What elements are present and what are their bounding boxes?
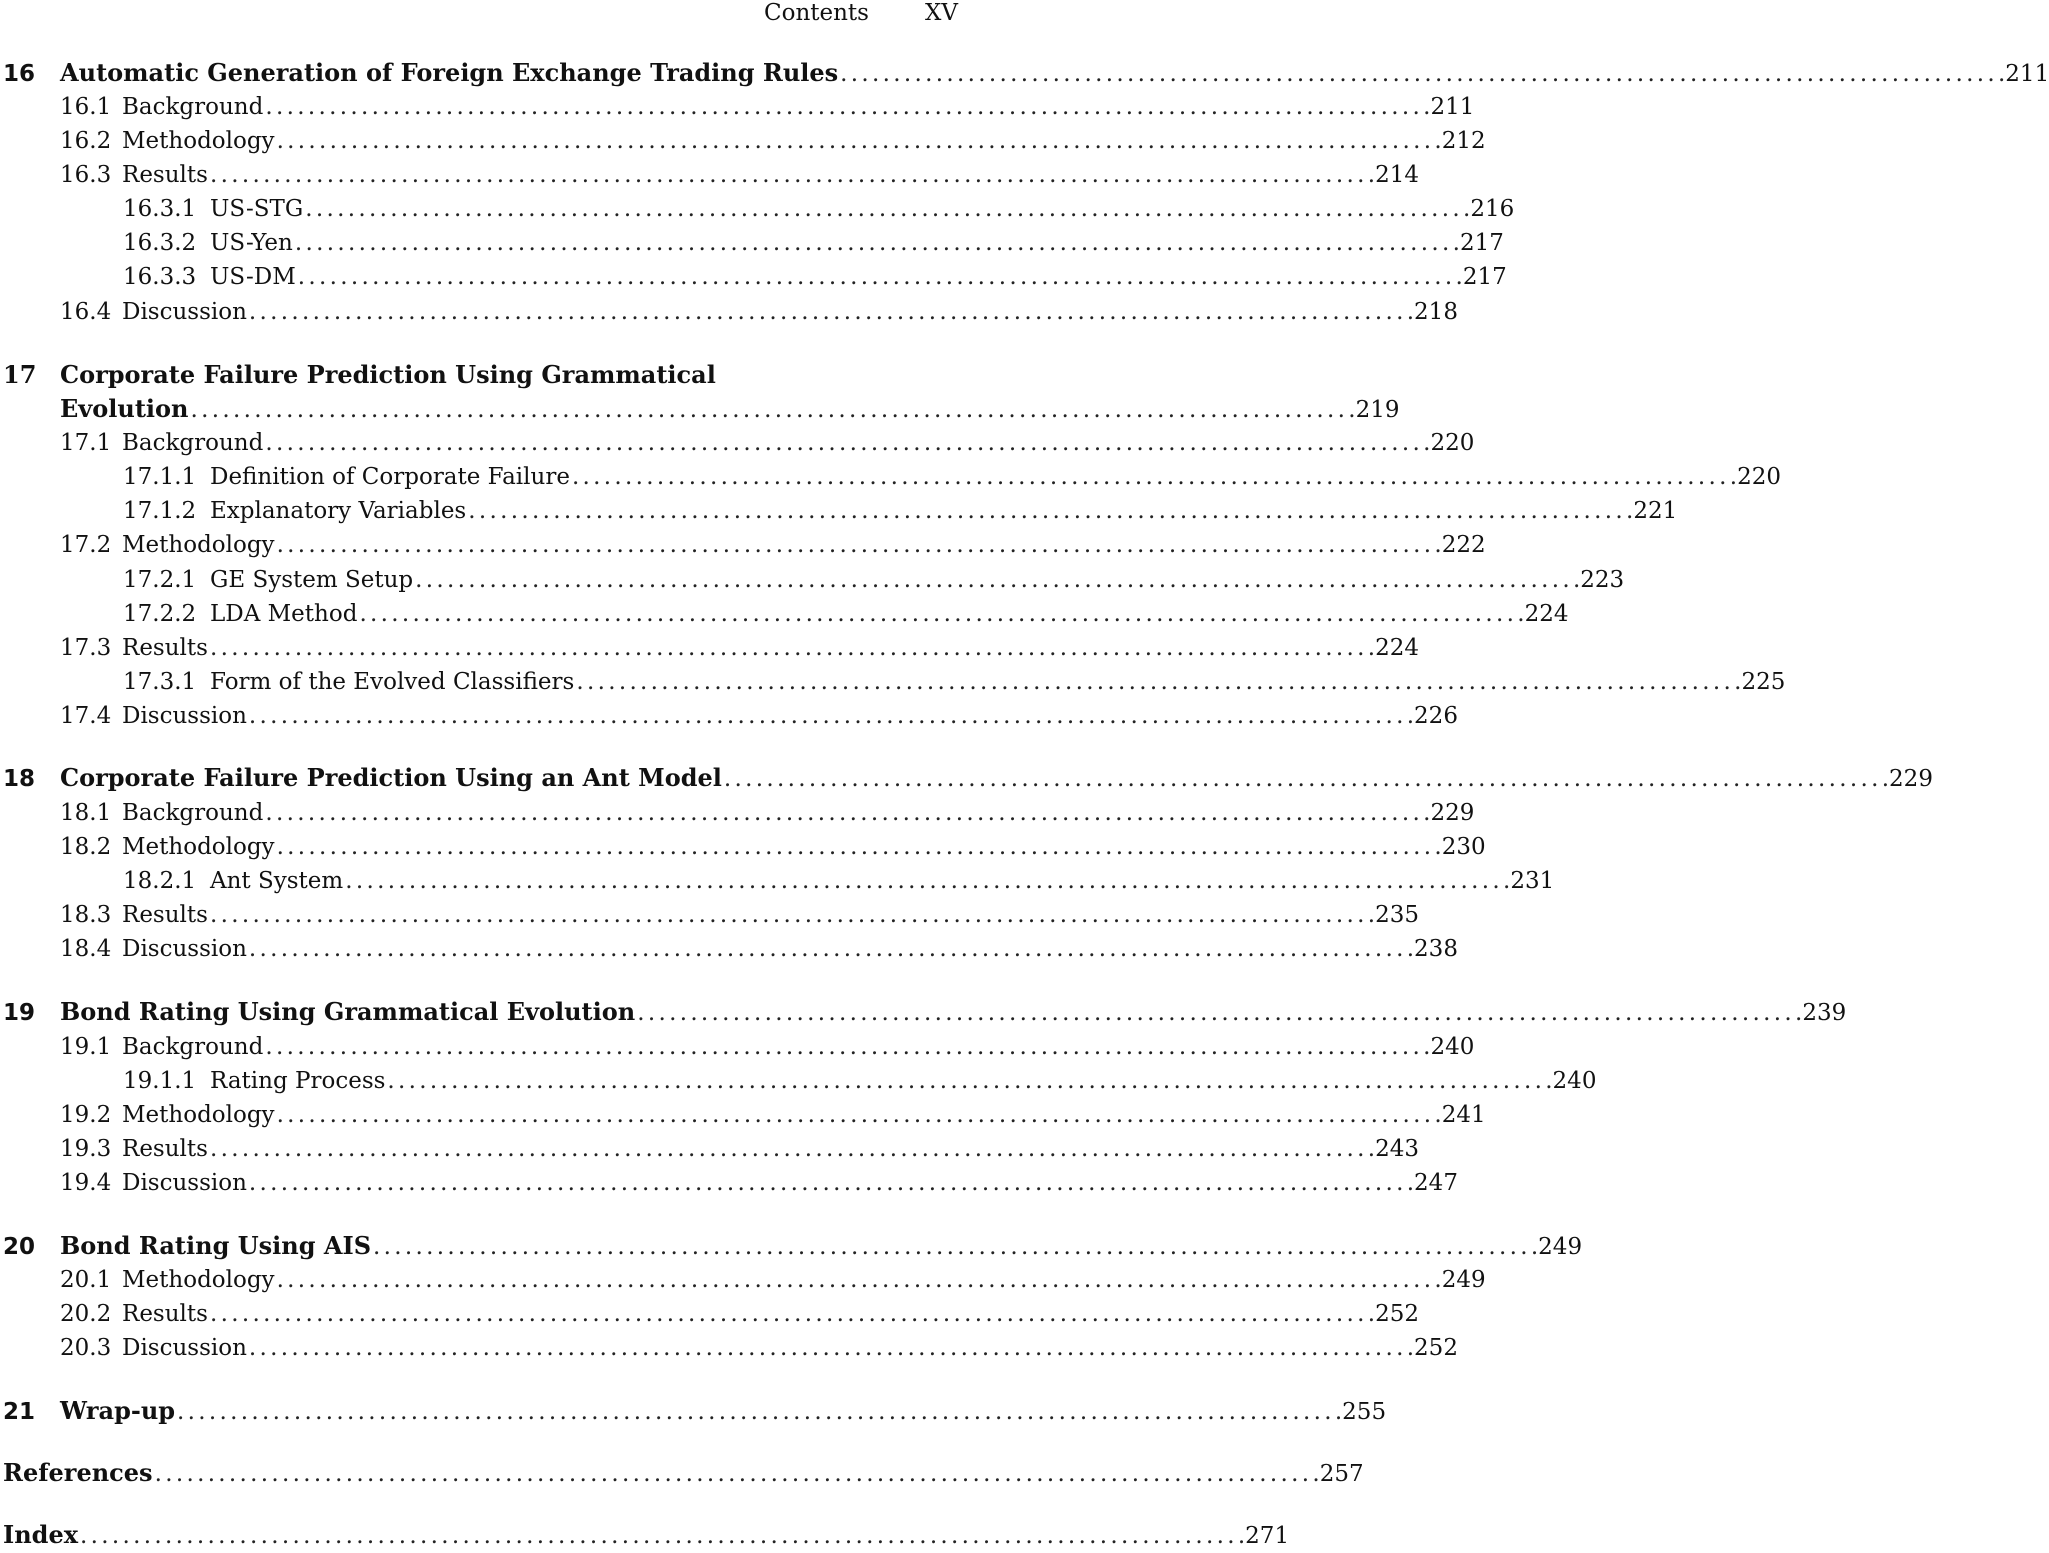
toc-entry-title: Background: [122, 94, 264, 120]
running-title: Contents: [764, 0, 869, 26]
toc-page-number: 226: [1414, 703, 1458, 729]
toc-section-entry[interactable]: [60, 1297, 1419, 1331]
dot-leader: [277, 1098, 1440, 1132]
dot-leader: [576, 665, 1739, 699]
toc-section-entry[interactable]: [60, 830, 1486, 864]
toc-page-number: 240: [1552, 1068, 1597, 1094]
dot-leader: [190, 393, 1353, 427]
toc-section-entry[interactable]: [60, 932, 1458, 966]
dot-leader: [295, 226, 1458, 260]
toc-subsection-entry[interactable]: [123, 494, 1678, 528]
dot-leader: [249, 1166, 1412, 1200]
toc-page-number: 231: [1510, 868, 1555, 894]
toc-entry-number: 17.1.1: [123, 464, 197, 490]
toc-entry-title: Results: [122, 1136, 208, 1162]
toc-section-entry[interactable]: [60, 1166, 1458, 1200]
toc-entry-title: Discussion: [122, 936, 247, 962]
dot-leader: [468, 494, 1631, 528]
toc-page-number: 224: [1524, 601, 1569, 627]
toc-page-number: 229: [1889, 766, 1933, 792]
toc-page-number: 224: [1375, 635, 1419, 661]
dot-leader: [277, 1263, 1440, 1297]
toc-chapter-entry[interactable]: [3, 56, 2049, 90]
toc-entry-number: 20.3: [60, 1335, 112, 1361]
dot-leader: [177, 1395, 1340, 1429]
toc-page-number: 230: [1441, 834, 1486, 860]
toc-entry-title: Rating Process: [210, 1068, 386, 1094]
toc-entry-title: Form of the Evolved Classifiers: [210, 669, 575, 695]
toc-page-number: 211: [2005, 61, 2049, 87]
toc-section-entry[interactable]: [60, 796, 1475, 830]
toc-entry-title: Discussion: [122, 703, 247, 729]
dot-leader: [155, 1457, 1318, 1491]
toc-page-number: 212: [1441, 128, 1486, 154]
toc-entry-number: 20.2: [60, 1301, 112, 1327]
toc-chapter-entry[interactable]: [3, 1229, 1583, 1263]
toc-section-entry[interactable]: [60, 158, 1419, 192]
dot-leader: [210, 158, 1373, 192]
dot-leader: [80, 1519, 1243, 1553]
toc-page-number: 222: [1441, 532, 1486, 558]
toc-entry-number: 17.1: [60, 430, 112, 456]
toc-entry-number: 17: [3, 360, 37, 389]
toc-page-number: 239: [1802, 1000, 1847, 1026]
toc-page-number: 214: [1375, 162, 1419, 188]
toc-entry-number: 18.1: [60, 800, 112, 826]
toc-entry-number: 17.3.1: [123, 669, 197, 695]
toc-section-entry[interactable]: [60, 699, 1458, 733]
toc-entry-title: Corporate Failure Prediction Using an Ant Model: [60, 763, 722, 792]
toc-page-number: 241: [1441, 1102, 1486, 1128]
toc-chapter-entry[interactable]: [3, 1518, 1290, 1552]
dot-leader: [249, 1331, 1412, 1365]
toc-entry-number: 16.3: [60, 162, 112, 188]
toc-entry-title-continued: Evolution: [60, 394, 189, 423]
toc-page-number: 211: [1430, 94, 1475, 120]
toc-entry-number: 17.4: [60, 703, 112, 729]
dot-leader: [345, 864, 1508, 898]
toc-entry-title: Ant System: [210, 868, 344, 894]
toc-page-number: 247: [1414, 1170, 1458, 1196]
toc-entry-number: 20.1: [60, 1267, 112, 1293]
toc-page-number: 218: [1414, 299, 1458, 325]
toc-section-entry[interactable]: [60, 1030, 1475, 1064]
toc-entry-number: 17.1.2: [123, 498, 197, 524]
toc-page-number: 223: [1580, 567, 1625, 593]
toc-entry-number: 18.2.1: [123, 868, 197, 894]
toc-entry-title: Methodology: [122, 1267, 275, 1293]
toc-page-number: 235: [1375, 902, 1419, 928]
toc-page-number: 217: [1462, 264, 1507, 290]
toc-entry-title: Corporate Failure Prediction Using Grammatical: [60, 360, 716, 389]
toc-entry-title: References: [3, 1458, 153, 1487]
dot-leader: [637, 996, 1800, 1030]
dot-leader: [277, 528, 1440, 562]
toc-page-number: 249: [1538, 1234, 1583, 1260]
toc-subsection-entry[interactable]: [123, 563, 1625, 597]
toc-page-number: 243: [1375, 1136, 1419, 1162]
toc-page-number: 240: [1430, 1034, 1475, 1060]
dot-leader: [210, 898, 1373, 932]
toc-entry-number: 17.3: [60, 635, 112, 661]
dot-leader: [277, 830, 1440, 864]
toc-entry-number: 19.2: [60, 1102, 112, 1128]
dot-leader: [305, 192, 1468, 226]
toc-page-number: 271: [1245, 1523, 1290, 1549]
toc-subsection-entry[interactable]: [123, 597, 1569, 631]
dot-leader: [249, 932, 1412, 966]
toc-entry-title: Discussion: [122, 1170, 247, 1196]
toc-entry-number: 18: [3, 766, 36, 792]
toc-entry-number: 19.1: [60, 1034, 112, 1060]
toc-subsection-entry[interactable]: [123, 192, 1515, 226]
toc-section-entry[interactable]: [60, 90, 1475, 124]
toc-page-number: 217: [1459, 230, 1504, 256]
toc-entry-title: US-STG: [210, 196, 304, 222]
toc-page-number: 221: [1633, 498, 1678, 524]
page-number: XV: [925, 0, 958, 26]
toc-page-number: 229: [1430, 800, 1475, 826]
toc-entry-number: 16.2: [60, 128, 112, 154]
toc-section-entry[interactable]: [60, 124, 1486, 158]
dot-leader: [415, 563, 1578, 597]
toc-entry-number: 19.3: [60, 1136, 112, 1162]
toc-entry-title: Background: [122, 430, 264, 456]
dot-leader: [210, 631, 1373, 665]
toc-section-entry[interactable]: [60, 1263, 1486, 1297]
toc-entry-number: 18.3: [60, 902, 112, 928]
dot-leader: [572, 460, 1735, 494]
toc-page-number: 219: [1355, 397, 1400, 423]
toc-subsection-entry[interactable]: [123, 460, 1781, 494]
toc-entry-number: 19.1.1: [123, 1068, 197, 1094]
dot-leader: [265, 90, 1428, 124]
toc-entry-title: Wrap-up: [60, 1396, 176, 1425]
toc-page-number: 252: [1414, 1335, 1458, 1361]
dot-leader: [298, 260, 1461, 294]
toc-entry-title: LDA Method: [210, 601, 358, 627]
toc-section-entry[interactable]: [60, 898, 1419, 932]
toc-subsection-entry[interactable]: [123, 260, 1507, 294]
toc-entry-title: Bond Rating Using AIS: [60, 1231, 372, 1260]
toc-entry-number: 16: [3, 61, 36, 87]
dot-leader: [210, 1297, 1373, 1331]
toc-section-entry[interactable]: [60, 295, 1458, 329]
toc-entry-title: Methodology: [122, 532, 275, 558]
dot-leader: [210, 1132, 1373, 1166]
toc-entry-title: Results: [122, 162, 208, 188]
toc-entry-title: US-DM: [210, 264, 296, 290]
dot-leader: [724, 762, 1887, 796]
toc-entry-title: US-Yen: [210, 230, 293, 256]
toc-entry-number: 19: [3, 1000, 36, 1026]
toc-page-number: 225: [1741, 669, 1786, 695]
toc-chapter-entry[interactable]: [3, 995, 1847, 1029]
toc-page-number: 238: [1414, 936, 1458, 962]
toc-entry-number: 18.4: [60, 936, 112, 962]
toc-section-entry[interactable]: [60, 631, 1419, 665]
running-header: [0, 0, 960, 30]
toc-subsection-entry[interactable]: [123, 226, 1504, 260]
dot-leader: [840, 57, 2003, 91]
toc-entry-number: 16.3.2: [123, 230, 197, 256]
toc-entry-number: 17.2: [60, 532, 112, 558]
dot-leader: [387, 1064, 1550, 1098]
toc-entry-number: 20: [3, 1234, 36, 1260]
dot-leader: [265, 426, 1428, 460]
toc-page-number: 220: [1737, 464, 1781, 490]
toc-subsection-entry[interactable]: [123, 665, 1786, 699]
dot-leader: [277, 124, 1440, 158]
toc-page-number: 257: [1319, 1461, 1364, 1487]
dot-leader: [359, 597, 1522, 631]
toc-subsection-entry[interactable]: [123, 1064, 1597, 1098]
toc-entry-title: Methodology: [122, 128, 275, 154]
dot-leader: [373, 1230, 1536, 1264]
toc-entry-number: 21: [3, 1399, 36, 1425]
toc-section-entry[interactable]: [60, 1098, 1486, 1132]
toc-entry-number: 17.2.1: [123, 567, 197, 593]
toc-chapter-entry[interactable]: [3, 761, 1933, 795]
toc-entry-link[interactable]: [60, 392, 1400, 426]
toc-entry-number: 18.2: [60, 834, 112, 860]
toc-entry-title: Discussion: [122, 299, 247, 325]
toc-entry-title: Definition of Corporate Failure: [210, 464, 570, 490]
toc-page-number: 249: [1441, 1267, 1486, 1293]
toc-entry-title: Explanatory Variables: [210, 498, 467, 524]
toc-entry-number: 16.3.3: [123, 264, 197, 290]
dot-leader: [249, 699, 1412, 733]
toc-entry-title: Methodology: [122, 1102, 275, 1128]
toc-section-entry[interactable]: [60, 1132, 1419, 1166]
dot-leader: [265, 1030, 1428, 1064]
toc-entry-title: GE System Setup: [210, 567, 414, 593]
toc-entry-title: Methodology: [122, 834, 275, 860]
toc-section-entry[interactable]: [60, 426, 1475, 460]
toc-page-number: 252: [1375, 1301, 1419, 1327]
toc-chapter-entry[interactable]: [3, 1456, 1364, 1490]
toc-page-number: 255: [1342, 1399, 1387, 1425]
dot-leader: [265, 796, 1428, 830]
toc-entry-title: Background: [122, 1034, 264, 1060]
toc-entry-number: 16.4: [60, 299, 112, 325]
toc-entry-title: Background: [122, 800, 264, 826]
dot-leader: [249, 295, 1412, 329]
toc-subsection-entry[interactable]: [123, 864, 1555, 898]
toc-page-number: 216: [1470, 196, 1515, 222]
toc-page-number: 220: [1430, 430, 1475, 456]
toc-entry-number: 19.4: [60, 1170, 112, 1196]
toc-entry-number: 16.1: [60, 94, 112, 120]
toc-chapter-entry[interactable]: [3, 1394, 1387, 1428]
toc-section-entry[interactable]: [60, 528, 1486, 562]
toc-entry-title: Results: [122, 635, 208, 661]
toc-entry-number: 16.3.1: [123, 196, 197, 222]
toc-entry-title: Results: [122, 902, 208, 928]
toc-entry-title: Index: [3, 1520, 79, 1549]
toc-entry-title: Discussion: [122, 1335, 247, 1361]
toc-entry-title: Results: [122, 1301, 208, 1327]
toc-entry-title: Automatic Generation of Foreign Exchange Trading Rules: [60, 58, 839, 87]
toc-entry-title: Bond Rating Using Grammatical Evolution: [60, 997, 636, 1026]
toc-entry-number: 17.2.2: [123, 601, 197, 627]
toc-section-entry[interactable]: [60, 1331, 1458, 1365]
